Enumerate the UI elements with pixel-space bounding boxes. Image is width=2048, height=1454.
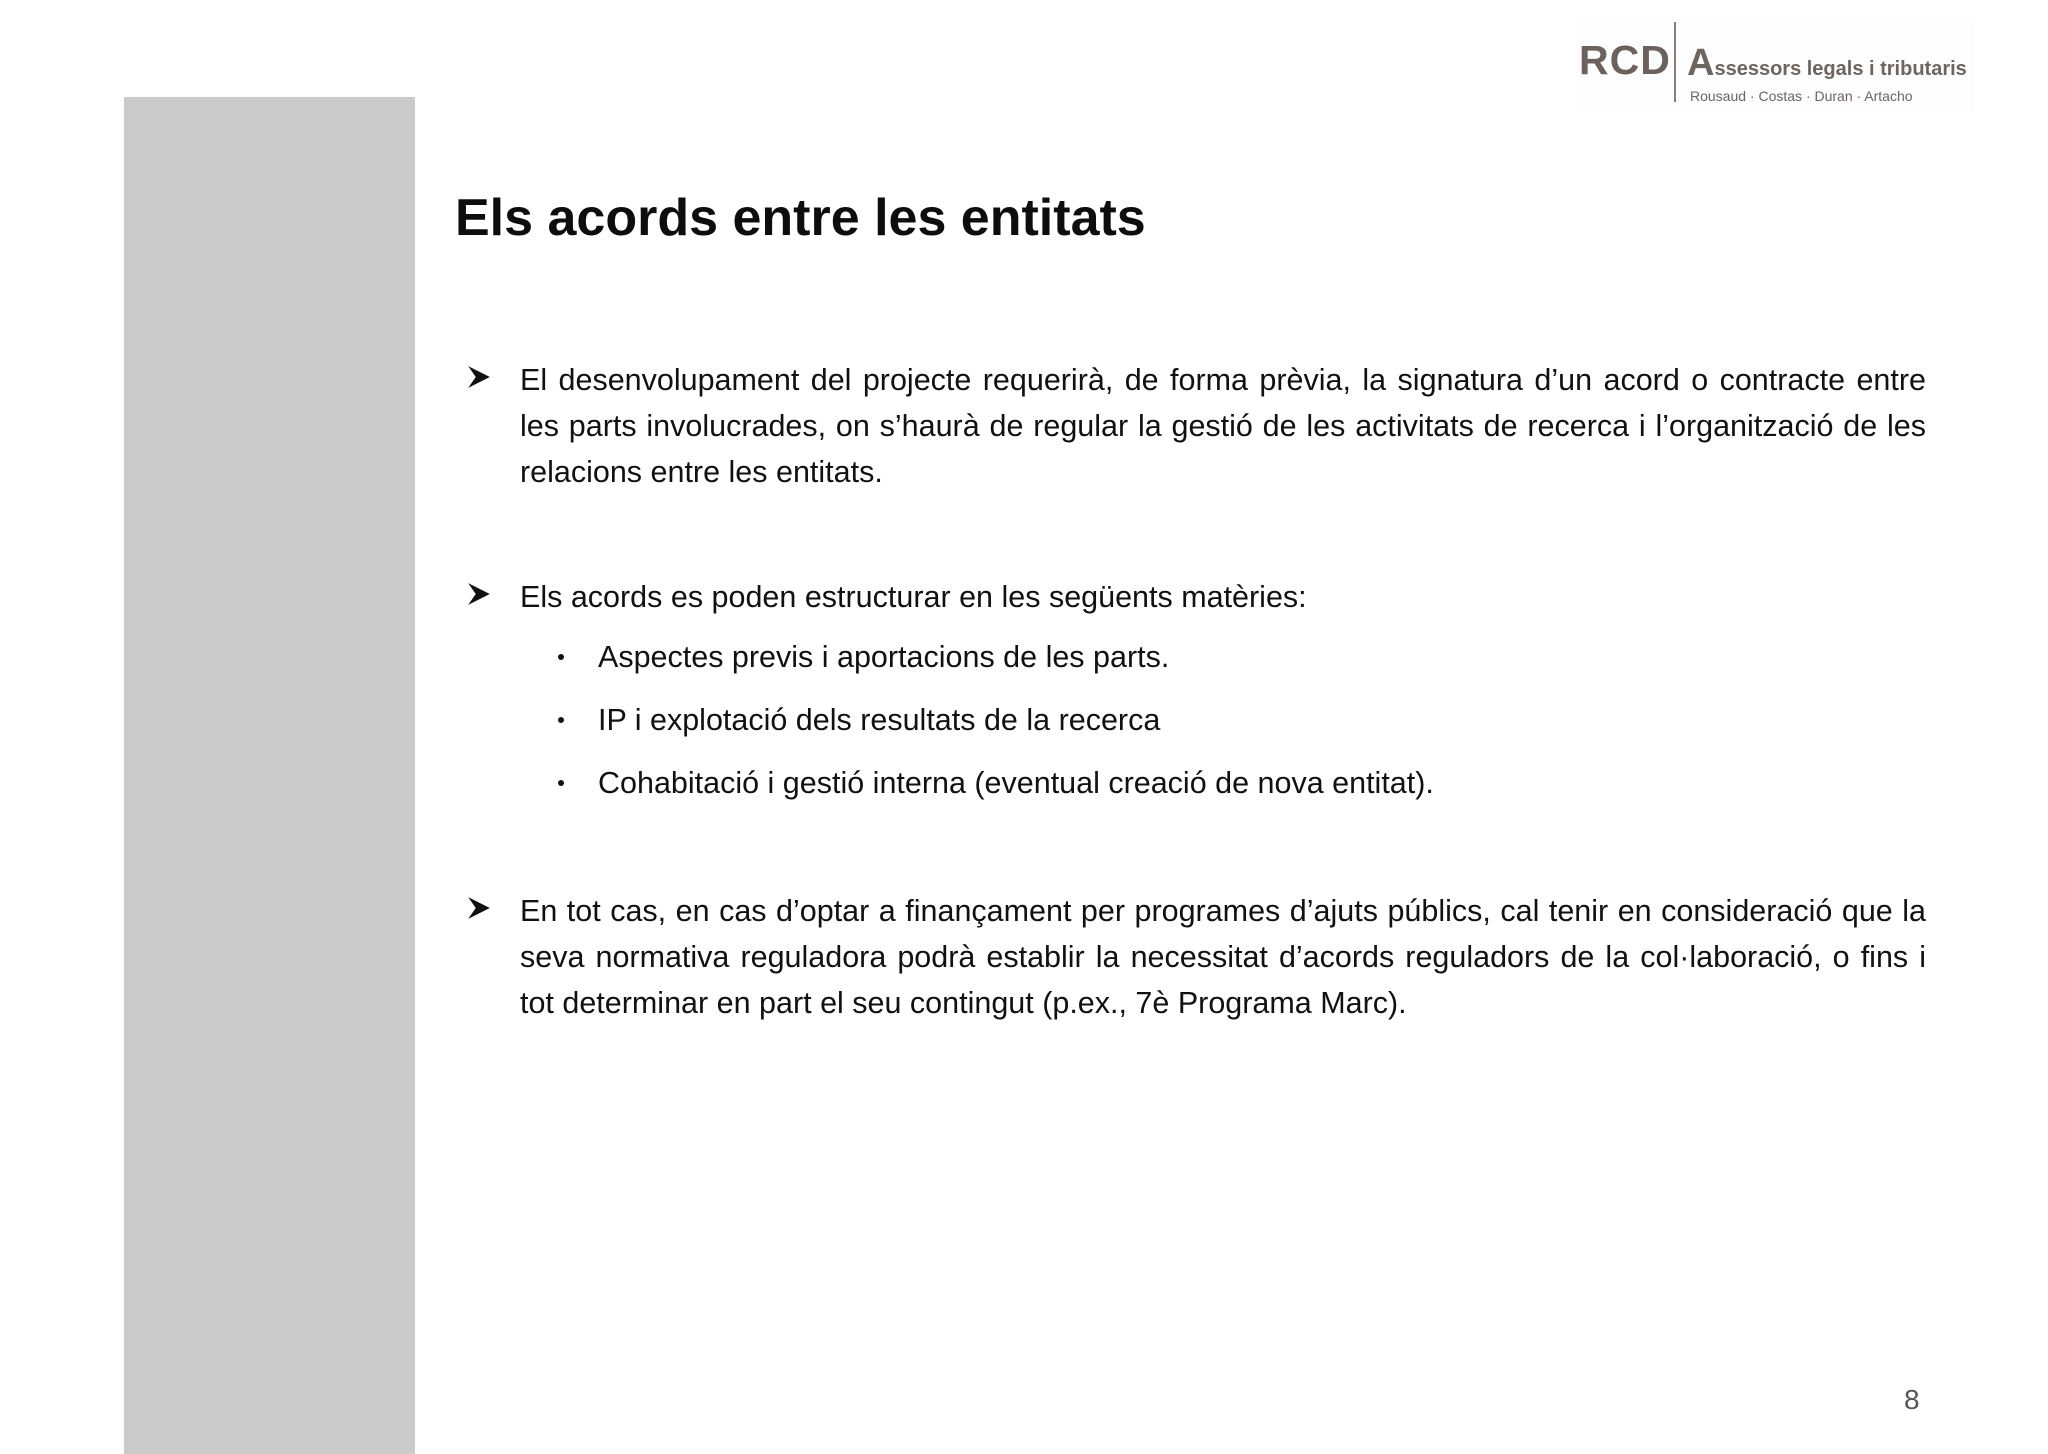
bullet-item (466, 574, 1926, 823)
sub-bullet-text: Aspectes previs i aportacions de les parts. (598, 640, 1170, 674)
sub-bullet-text: Cohabitació i gestió interna (eventual creació de nova entitat). (598, 766, 1434, 800)
dot-bullet-icon (558, 654, 564, 660)
logo-tagline-rest: ssessors legals i tributaris (1714, 58, 1967, 80)
sub-bullet-item (598, 697, 1926, 743)
sub-bullet-item (598, 634, 1926, 680)
bullet-item (466, 888, 1926, 1026)
arrow-bullet-icon (466, 895, 492, 921)
bullet-item (466, 357, 1926, 495)
arrow-bullet-icon (466, 581, 492, 607)
sub-bullet-text: IP i explotació dels resultats de la recerca (598, 703, 1161, 737)
page-number: 8 (1904, 1384, 1920, 1415)
sub-bullet-item (598, 760, 1926, 806)
dot-bullet-icon (558, 780, 564, 786)
bullet-text: Els acords es poden estructurar en les següents matèries: (520, 580, 1307, 614)
bullet-text: En tot cas, en cas d’optar a finançament per programes d’ajuts públics, cal tenir en consideració que la seva normativa reguladora podrà establir la necessitat d’acords reguladors de la col·laboració, o fins i tot determinar en part el seu contingut (p.ex., 7è Programa Marc). (520, 894, 1926, 1020)
sub-bullet-list (466, 634, 1926, 806)
logo-tagline-initial: A (1687, 42, 1715, 84)
logo-separator (1674, 22, 1676, 102)
logo-partners: Rousaud · Costas · Duran · Artacho (1690, 88, 1913, 104)
bullet-text: El desenvolupament del projecte requerirà, de forma prèvia, la signatura d’un acord o contracte entre les parts involucrades, on s’haurà de regular la gestió de les activitats de recerca i l’organització de les relacions entre les entitats. (520, 363, 1926, 489)
dot-bullet-icon (558, 717, 564, 723)
arrow-bullet-icon (466, 364, 492, 390)
slide-title: Els acords entre les entitats (455, 189, 1146, 247)
logo-brand: RCD (1579, 37, 1671, 83)
side-decorative-bar (124, 97, 415, 1454)
logo-tagline (1687, 44, 1967, 82)
company-logo (1576, 20, 1974, 112)
